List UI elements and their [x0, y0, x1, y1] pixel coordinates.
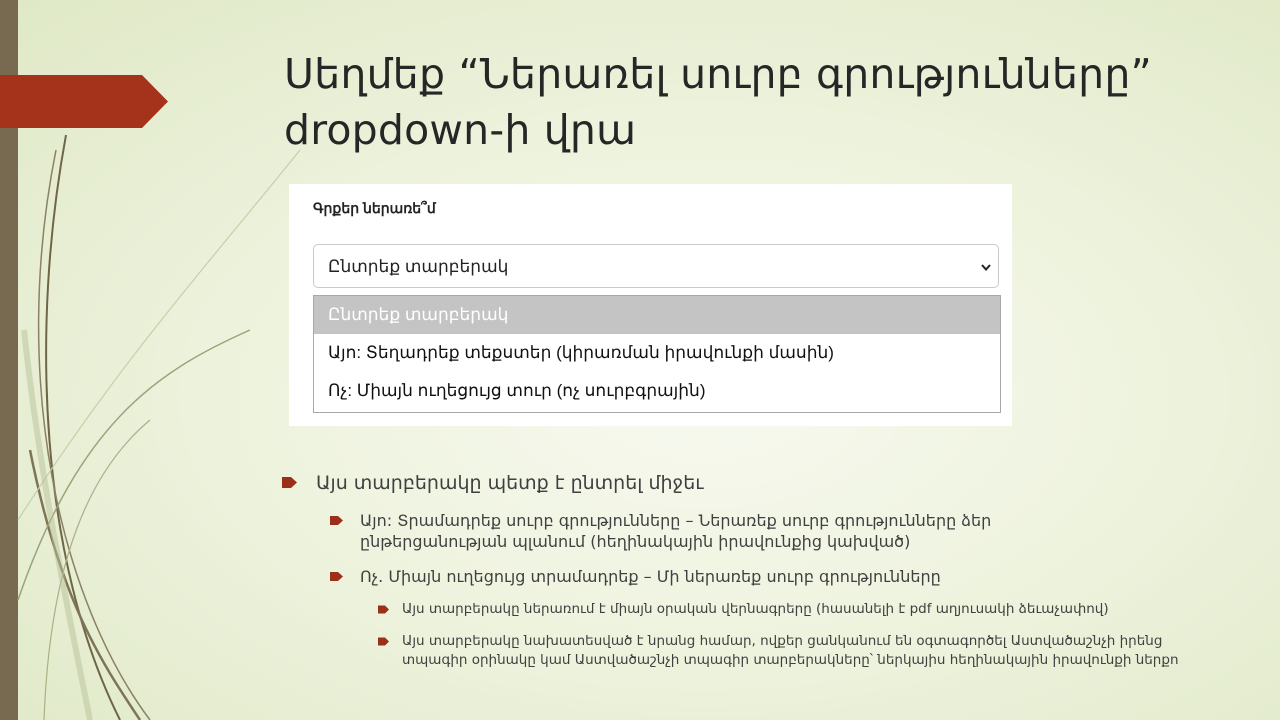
- chevron-down-icon: [980, 261, 992, 273]
- select-current-value: Ընտրեք տարբերակ: [328, 257, 509, 276]
- option-no-guide-only[interactable]: Ոչ: Միայն ուղեցույց տուր (ոչ սուրբգրային): [328, 381, 706, 400]
- option-choose[interactable]: Ընտրեք տարբերակ: [314, 296, 1000, 334]
- arrow-bullet-icon: [282, 476, 298, 489]
- arrow-bullet-icon: [378, 605, 390, 614]
- slide-title: [284, 46, 1244, 158]
- dropdown-options-list: [313, 295, 1001, 413]
- arrow-bullet-icon: [378, 637, 390, 646]
- bullet-text-choose-between: Այս տարբերակը պետք է ընտրել միջեւ: [316, 472, 704, 494]
- title-accent-arrow: [0, 75, 168, 128]
- title-line-1: Սեղմեք “Ներառել սուրբ գրությունները”: [284, 50, 1152, 98]
- bullet-text-yes-option: Այո: Տրամադրեք սուրբ գրությունները – Ներառեք սուրբ գրությունները ձեր ընթերցանության պլանում (հեղինակային իրավունքից կախված): [360, 511, 992, 551]
- bullet-text-no-option: Ոչ. Միայն ուղեցույց տրամադրեք – Մի ներառեք սուրբ գրությունները: [360, 567, 941, 586]
- bullet-text-daily-titles: Այս տարբերակը ներառում է միայն օրական վերնագրերը (հասանելի է pdf աղյուսակի ձեւաչափով): [402, 601, 1109, 617]
- title-line-2: dropdown-ի վրա: [284, 106, 637, 154]
- arrow-bullet-icon: [330, 515, 344, 526]
- include-books-label: Գրքեր ներառե՞մ: [313, 200, 436, 216]
- include-scripture-select[interactable]: [313, 244, 999, 288]
- bullet-text-printed-bible: Այս տարբերակը նախատեսված է նրանց համար, ովքեր ցանկանում են օգտագործել Աստվածաշնչի իրենց տպագիր օրինակը կամ Աստվածաշնչի տպագիր տարբերակները՝ ներկայիս հեղինակային իրավունքի ներքո: [402, 633, 1179, 668]
- option-yes-include-texts[interactable]: Այո: Տեղադրեք տեքստեր (կիրառման իրավունքի մասին): [328, 343, 834, 362]
- dropdown-screenshot-panel: [289, 184, 1012, 426]
- arrow-bullet-icon: [330, 571, 344, 582]
